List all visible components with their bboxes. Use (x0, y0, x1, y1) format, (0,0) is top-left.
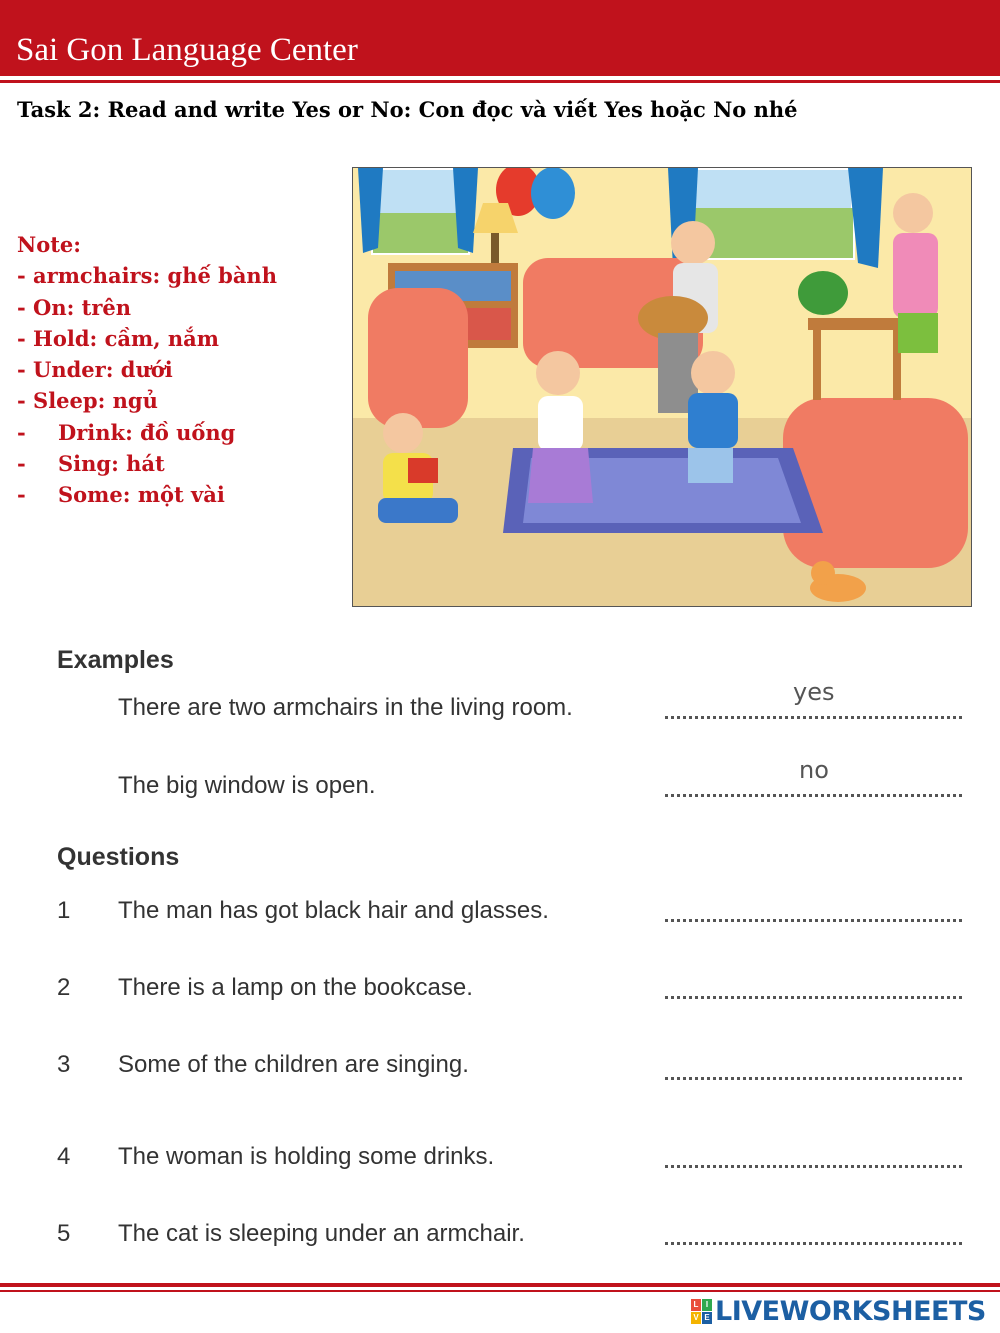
liveworksheets-logo[interactable] (691, 1293, 986, 1329)
note-line: Note: (17, 232, 82, 257)
answer-blank[interactable] (665, 996, 962, 999)
note-line: - Sleep: ngủ (17, 388, 158, 414)
header-divider (0, 80, 1000, 83)
example-answer: no (799, 756, 829, 784)
vocabulary-notes (17, 229, 347, 511)
answer-blank (665, 716, 962, 719)
example-sentence: There are two armchairs in the living room. (118, 694, 573, 721)
question-sentence: Some of the children are singing. (118, 1051, 469, 1078)
footer-divider (0, 1290, 1000, 1292)
answer-blank (665, 794, 962, 797)
liveworksheets-icon: L I V E (691, 1299, 712, 1324)
footer-divider (0, 1283, 1000, 1287)
answer-blank[interactable] (665, 919, 962, 922)
question-sentence: The cat is sleeping under an armchair. (118, 1220, 525, 1247)
brand-name: LIVEWORKSHEETS (715, 1295, 986, 1327)
question-row (57, 970, 967, 1010)
example-row (57, 756, 967, 808)
question-number: 1 (57, 897, 71, 924)
living-room-illustration (352, 167, 972, 607)
question-row (57, 893, 967, 933)
question-number: 5 (57, 1220, 71, 1247)
note-line: - Some: một vài (17, 482, 225, 508)
question-sentence: The woman is holding some drinks. (118, 1143, 495, 1170)
question-sentence: The man has got black hair and glasses. (118, 897, 549, 924)
question-number: 3 (57, 1051, 71, 1078)
note-line: - Sing: hát (17, 451, 165, 477)
question-row (57, 1047, 967, 1087)
note-line: - Drink: đồ uống (17, 419, 236, 445)
center-name: Sai Gon Language Center (16, 32, 358, 68)
note-line: - armchairs: ghế bành (17, 263, 277, 289)
question-row (57, 1139, 967, 1179)
answer-blank[interactable] (665, 1077, 962, 1080)
question-number: 4 (57, 1143, 71, 1170)
example-sentence: The big window is open. (118, 772, 376, 799)
examples-heading: Examples (57, 646, 174, 674)
example-answer: yes (793, 678, 835, 706)
question-sentence: There is a lamp on the bookcase. (118, 974, 473, 1001)
questions-heading: Questions (57, 843, 180, 871)
note-line: - On: trên (17, 294, 132, 320)
answer-blank[interactable] (665, 1165, 962, 1168)
answer-blank[interactable] (665, 1242, 962, 1245)
task-title: Task 2: Read and write Yes or No: Con đọc và viết Yes hoặc No nhé (17, 97, 798, 122)
note-line: - Hold: cầm, nắm (17, 325, 219, 351)
example-row (57, 678, 967, 730)
note-line: - Under: dưới (17, 357, 173, 383)
question-row (57, 1216, 967, 1256)
question-number: 2 (57, 974, 71, 1001)
